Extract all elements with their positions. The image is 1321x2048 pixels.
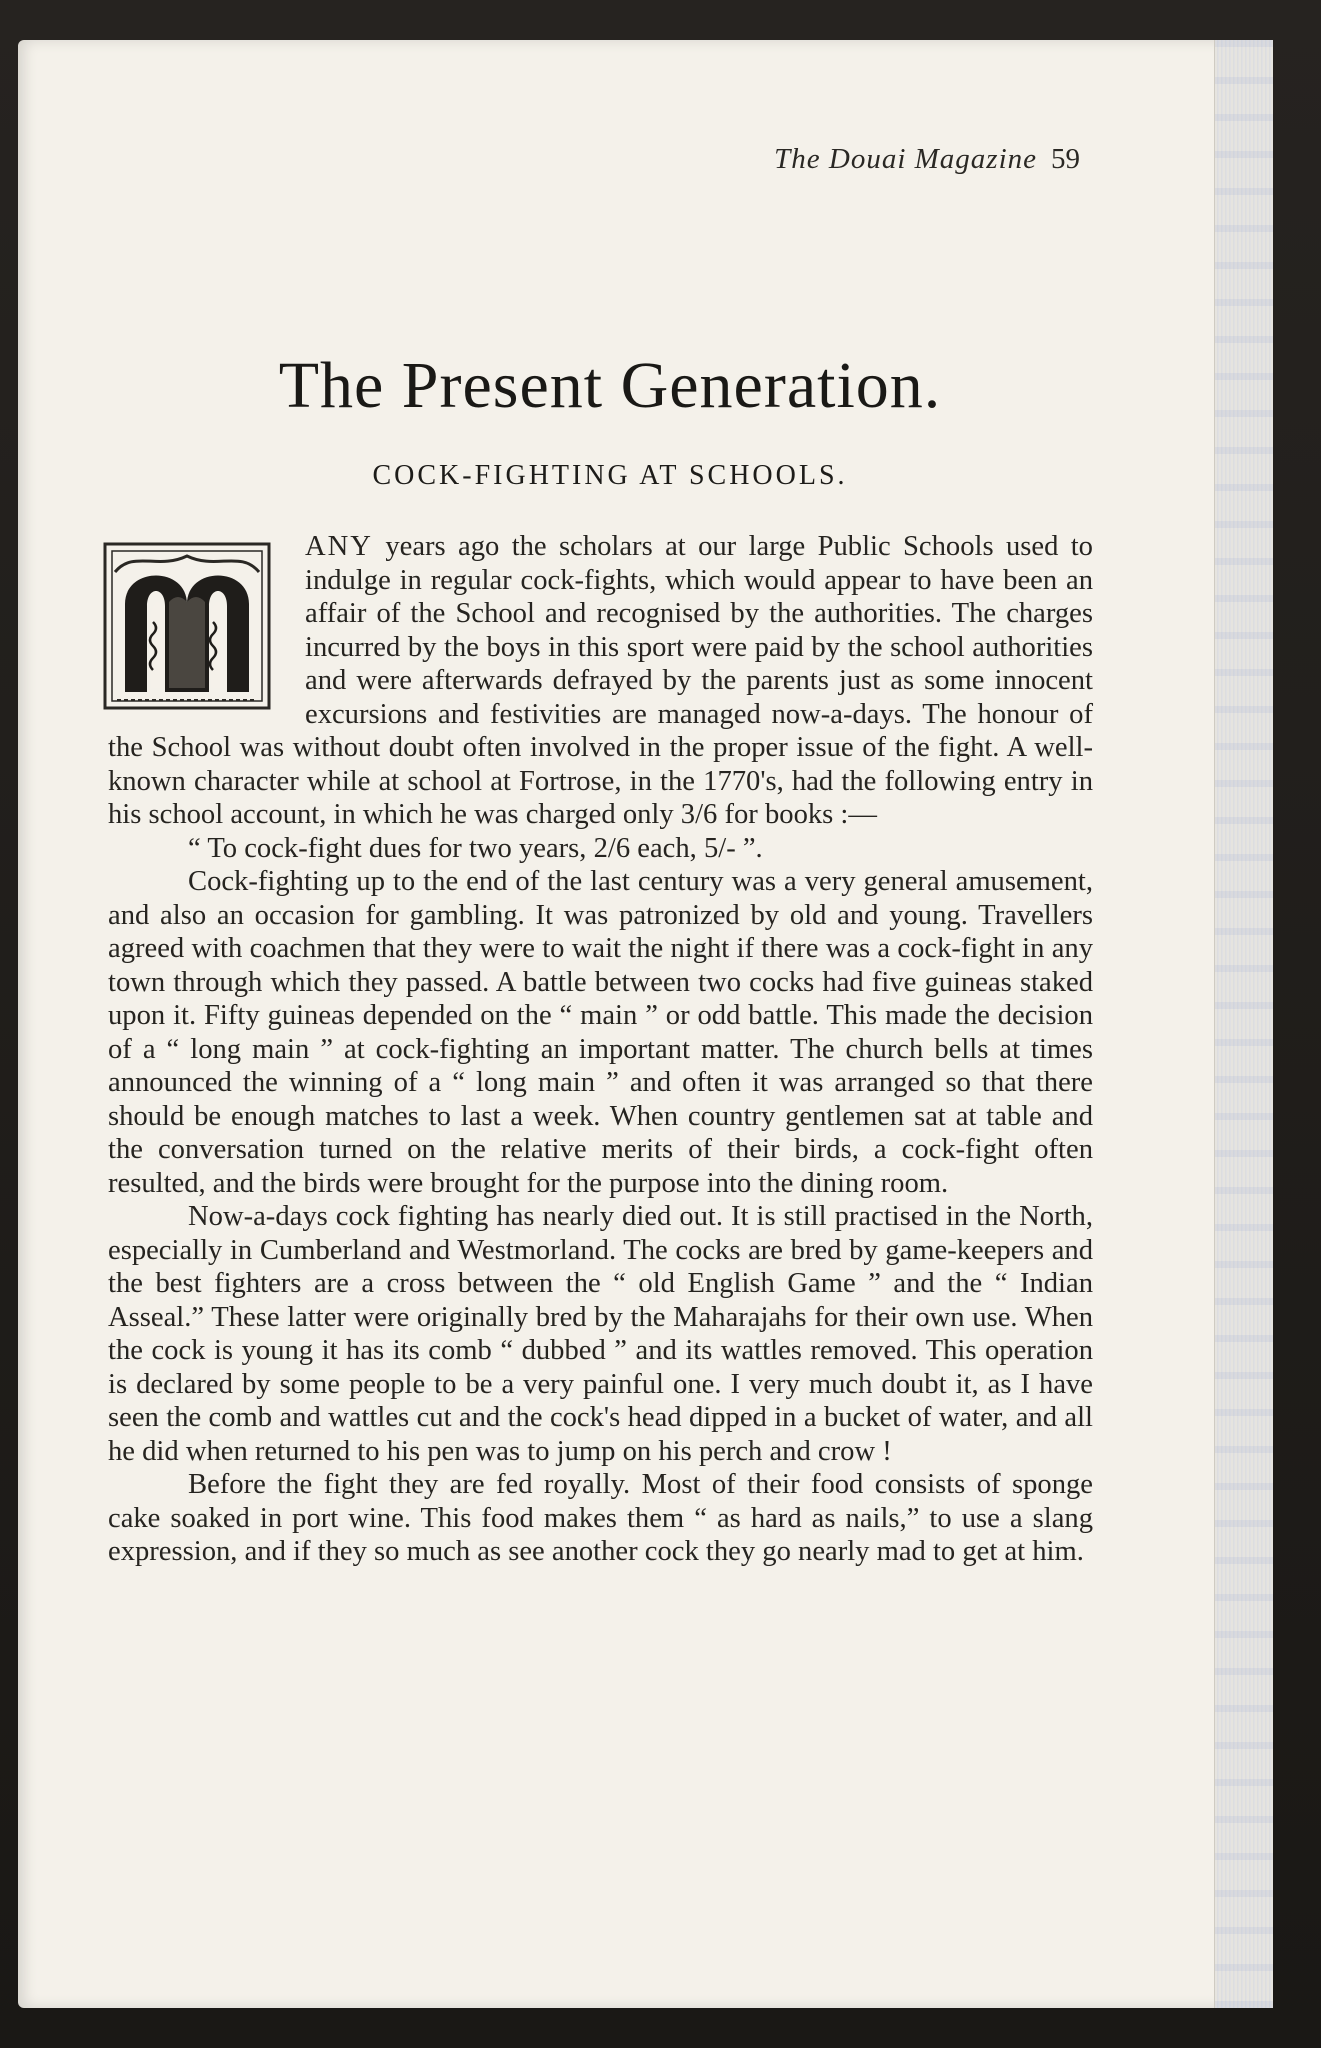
paragraph-3: Cock-fighting up to the end of the last century was a very general amusement, and also an occasion for gambling. It was patronized by old and young. Travellers agreed with coachmen that they were to wait the night if there was a cock-fight in any town through which they passed. A battle between two cocks had five guineas staked upon it. Fifty guineas depended on the “ main ” or odd battle. This made the decision of a “ long main ” at cock-fighting an important matter. The church bells at times announced the winning of a “ long main ” and often it was arranged so that there should be enough matches to last a week. When country gentlemen sat at table and the conversation turned on the relative merits of their birds, a cock-fight often resulted, and the birds were brought for the purpose into the dining room.: [108, 866, 1093, 1199]
dropcap-space: [108, 530, 305, 726]
magazine-name: The Douai Magazine: [774, 143, 1037, 175]
paragraph-5: Before the fight they are fed royally. Most of their food consists of sponge cake soaked in port wine. This food makes them “ as hard as nails,” to use a slang expression, and if they so much as see another cock they go nearly mad to get at him.: [108, 1469, 1093, 1567]
paragraph-4: Now-a-days cock fighting has nearly died out. It is still practised in the North, especially in Cumberland and Westmorland. The cocks are bred by game-keepers and the best fighters are a cross between the “ old English Game ” and the “ Indian Asseal.” These latter were originally bred by the Maharajahs for their own use. When the cock is young it has its comb “ dubbed ” and its wattles removed. This operation is declared by some people to be a very painful one. I very much doubt it, as I have seen the comb and wattles cut and the cock's head dipped in a bucket of water, and all he did when returned to his pen was to jump on his perch and crow !: [108, 1201, 1093, 1467]
paragraph-1-text: years ago the scholars at our large Public Schools used to indulge in regular cock-fights, which would appear to have been an affair of the School and recognised by the authorities. The charges incurred by the boys in this sport were paid by the school authorities and were afterwards defrayed by the parents just as some innocent excursions and festivities are managed now-a-days. The honour of the School was without doubt often involved in the proper issue of the fight. A well-known character while at school at Fortrose, in the 1770's, had the following entry in his school account, in which he was charged only 3/6 for books :—: [108, 531, 1093, 830]
page-edge: [1214, 40, 1273, 2008]
article-body: [108, 530, 1093, 1569]
article-title: The Present Generation.: [278, 349, 942, 422]
article-subtitle: COCK-FIGHTING AT SCHOOLS.: [372, 460, 848, 491]
paragraph-2: “ To cock-fight dues for two years, 2/6 each, 5/- ”.: [188, 832, 763, 864]
page-number: 59: [1051, 143, 1080, 175]
first-word-rest: ANY: [305, 531, 373, 562]
running-header: [600, 143, 1080, 176]
